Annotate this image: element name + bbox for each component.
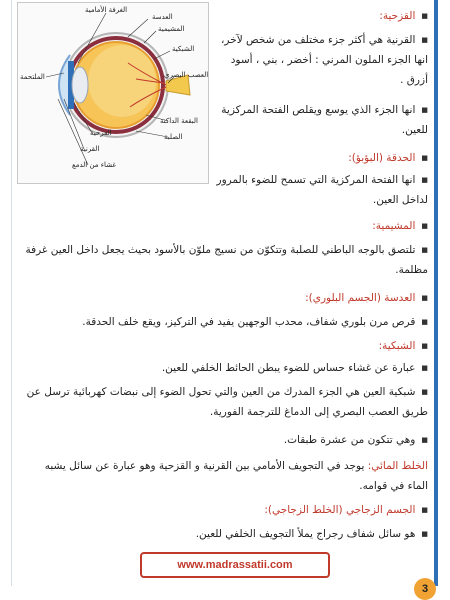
label-sclera: الصلبة bbox=[164, 133, 183, 141]
label-retina: الشبكية bbox=[172, 45, 195, 53]
aqueous-title: الخلط المائي: bbox=[367, 460, 428, 472]
eye-diagram bbox=[17, 2, 209, 184]
retina-paragraph-2 bbox=[24, 382, 428, 422]
lens-shape bbox=[72, 67, 88, 103]
aqueous-paragraph bbox=[24, 456, 428, 496]
label-conjunctiva: الملتحمة bbox=[20, 73, 45, 81]
choroid-title: المشيمية: bbox=[372, 220, 416, 232]
pupil-paragraph bbox=[212, 170, 428, 210]
vitreous-paragraph bbox=[24, 524, 428, 544]
aqueous-text: يوجد في التجويف الأمامي بين القرنية و القزحية وهو عبارة عن سائل يشبه الماء في قوامه. bbox=[44, 460, 428, 492]
label-lens: العدسة bbox=[152, 13, 173, 21]
label-cornea: القرنية bbox=[80, 145, 100, 153]
iris-title: القزحية: bbox=[379, 10, 416, 22]
pupil-heading bbox=[212, 148, 428, 168]
label-optic-nerve: العصب البصري bbox=[164, 71, 208, 79]
iris-text-1: القرنية هي أكثر جزء مختلف من شخص لآخر، انها الجزء الملون المرني : أخضر ، بني ، أسود أزرق . bbox=[221, 34, 428, 86]
vitreous-heading bbox=[24, 500, 428, 520]
lens-text: قرص مرن بلوري شفاف، محدب الوجهين يفيد في التركيز، ويقع خلف الحدقة. bbox=[82, 316, 416, 328]
iris-text-2: انها الجزء الذي يوسع ويقلص الفتحة المركزية للعين. bbox=[221, 104, 428, 136]
label-choroid: المشيمية bbox=[158, 25, 185, 33]
label-front-chamber: الغرفة الأمامية bbox=[84, 6, 128, 14]
label-blind-spot: البقعة الداكنة bbox=[160, 117, 198, 125]
retina-title: الشبكية: bbox=[378, 340, 416, 352]
pupil-text: انها الفتحة المركزية التي تسمح للضوء بالمرور لداخل العين. bbox=[216, 174, 428, 206]
retina-text-3: وهي تتكون من عشرة طبقات. bbox=[283, 434, 416, 446]
page-number: 3 bbox=[414, 578, 436, 600]
vitreous-text: هو سائل شفاف رجراج يملأ التجويف الخلفي للعين. bbox=[195, 528, 416, 540]
retina-text-2: شبكية العين هي الجزء المدرك من العين والتي تحول الضوء إلى نبضات كهربائية ترسل عن طريق العصب البصري إلى الدماغ للترجمة الفورية. bbox=[26, 386, 428, 418]
retina-paragraph-3 bbox=[24, 430, 428, 450]
choroid-heading bbox=[24, 216, 428, 236]
retina-paragraph-1 bbox=[24, 358, 428, 378]
label-tear-membrane: غشاء من الدمع bbox=[72, 161, 117, 169]
eye-diagram-svg bbox=[18, 3, 208, 183]
retina-heading bbox=[24, 336, 428, 356]
pupil-title: الحدقة (البؤبؤ): bbox=[348, 152, 416, 164]
website-url[interactable]: www.madrassatii.com bbox=[140, 552, 330, 578]
iris-paragraph-2 bbox=[212, 100, 428, 140]
label-iris: القزحية bbox=[90, 129, 112, 137]
vitreous-title: الجسم الزجاجي (الخلط الزجاجي): bbox=[264, 504, 416, 516]
choroid-text: تلتصق بالوجه الباطني للصلبة وتتكوّن من نسيج ملوّن بالأسود بحيث يجعل داخل العين غرفة مظلمة. bbox=[25, 244, 428, 276]
lens-title: العدسة (الجسم البلوري): bbox=[305, 292, 416, 304]
iris-heading bbox=[212, 6, 428, 26]
lens-heading bbox=[24, 288, 428, 308]
choroid-paragraph bbox=[24, 240, 428, 280]
lens-paragraph bbox=[24, 312, 428, 332]
iris-paragraph-1 bbox=[212, 30, 428, 90]
retina-text-1: عبارة عن غشاء حساس للضوء يبطن الحائط الخلفي للعين. bbox=[161, 362, 416, 374]
